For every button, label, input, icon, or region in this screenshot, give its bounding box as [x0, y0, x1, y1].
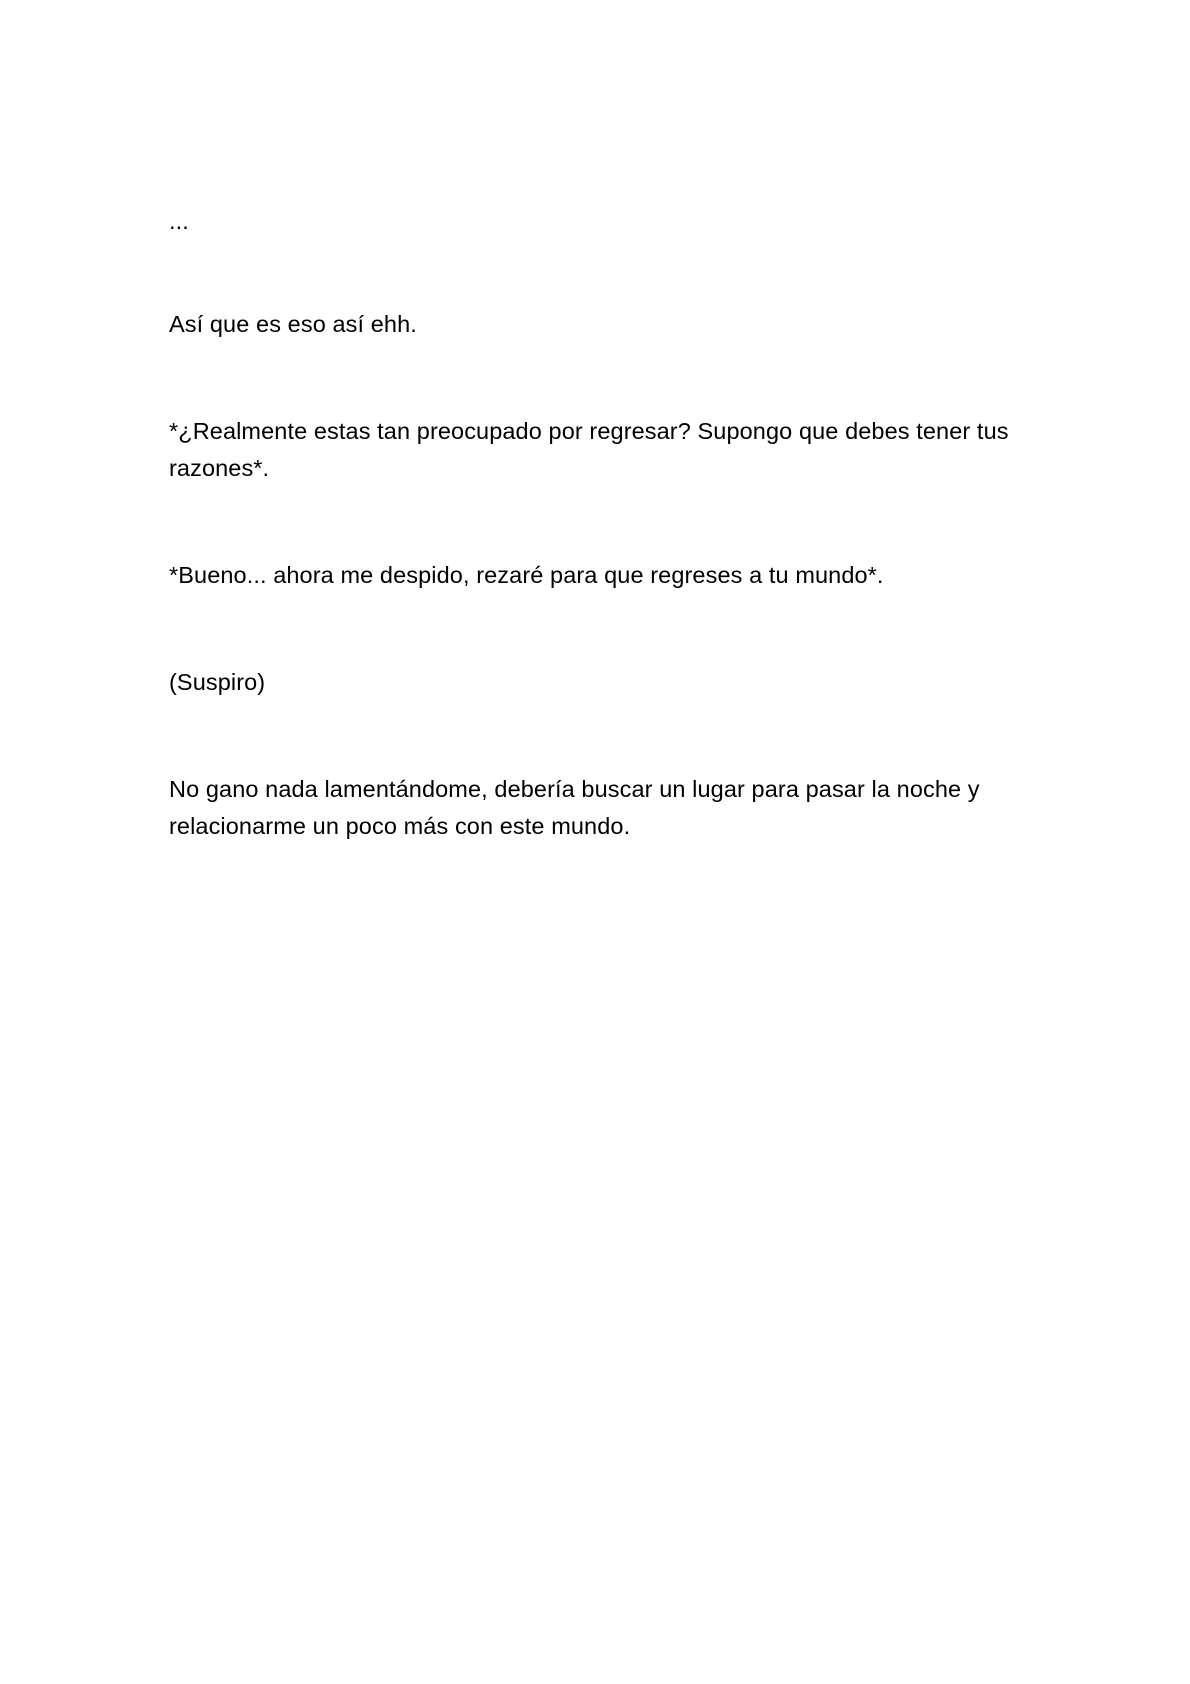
paragraph-no-gano: No gano nada lamentándome, debería buscar un lugar para pasar la noche y relacionarme un poco más con este mundo.: [169, 776, 980, 839]
paragraph-asi-que: Así que es eso así ehh.: [169, 311, 417, 337]
paragraph-ellipsis: ...: [169, 208, 189, 234]
paragraph-realmente: *¿Realmente estas tan preocupado por regresar? Supongo que debes tener tus razones*.: [169, 418, 1009, 481]
paragraph-bueno: *Bueno... ahora me despido, rezaré para que regreses a tu mundo*.: [169, 562, 884, 588]
paragraph-suspiro: (Suspiro): [169, 669, 266, 695]
